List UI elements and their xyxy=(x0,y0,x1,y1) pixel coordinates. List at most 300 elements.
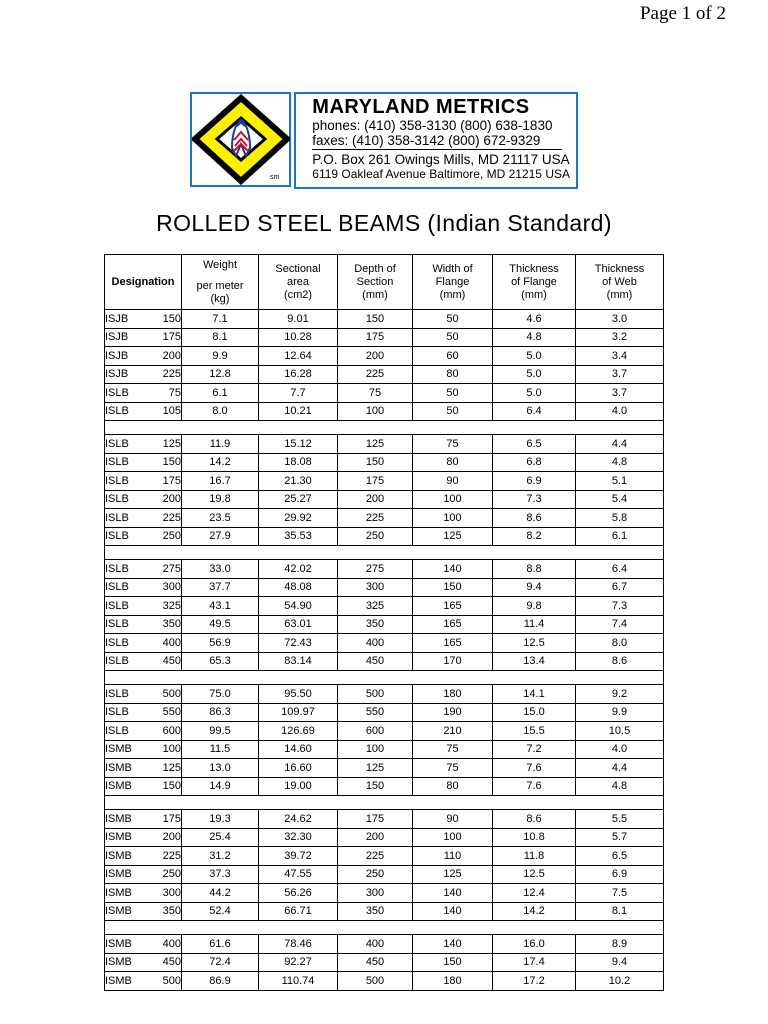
cell-web-thickness: 8.1 xyxy=(576,902,664,921)
cell-web-thickness: 4.4 xyxy=(576,435,664,454)
company-name: MARYLAND METRICS xyxy=(312,96,530,118)
beam-size: 200 xyxy=(162,493,181,506)
cell-area: 14.60 xyxy=(259,740,338,759)
cell-web-thickness: 8.9 xyxy=(576,935,664,954)
cell-flange-width: 150 xyxy=(413,578,493,597)
cell-area: 63.01 xyxy=(259,615,338,634)
beam-size: 200 xyxy=(162,349,181,362)
cell-weight: 72.4 xyxy=(182,953,259,972)
cell-web-thickness: 8.0 xyxy=(576,634,664,653)
cell-web-thickness: 10.2 xyxy=(576,972,664,991)
company-phones: phones: (410) 358-3130 (800) 638-1830 xyxy=(312,118,553,133)
cell-flange-width: 80 xyxy=(413,365,493,384)
cell-flange-thickness: 9.4 xyxy=(493,578,576,597)
document-title: ROLLED STEEL BEAMS (Indian Standard) xyxy=(156,210,612,236)
table-row xyxy=(105,435,664,454)
page-number: Page 1 of 2 xyxy=(639,3,726,24)
cell-depth: 125 xyxy=(338,759,413,778)
steel-beams-table xyxy=(104,254,664,991)
divider xyxy=(312,149,562,150)
cell-web-thickness: 6.5 xyxy=(576,847,664,866)
beam-series: ISLB xyxy=(105,474,129,487)
cell-web-thickness: 5.1 xyxy=(576,472,664,491)
cell-flange-width: 190 xyxy=(413,703,493,722)
cell-flange-thickness: 10.8 xyxy=(493,828,576,847)
beam-series: ISLB xyxy=(105,562,129,575)
cell-weight: 86.3 xyxy=(182,703,259,722)
cell-designation xyxy=(105,828,182,847)
header-line: per meter xyxy=(196,279,244,292)
cell-weight: 75.0 xyxy=(182,685,259,704)
cell-flange-width: 60 xyxy=(413,347,493,366)
beam-size: 225 xyxy=(162,368,181,381)
cell-weight: 37.7 xyxy=(182,578,259,597)
cell-depth: 225 xyxy=(338,847,413,866)
spacer-cell xyxy=(105,671,664,685)
beam-size: 150 xyxy=(162,780,181,793)
cell-web-thickness: 3.2 xyxy=(576,328,664,347)
cell-depth: 150 xyxy=(338,453,413,472)
cell-flange-width: 50 xyxy=(413,328,493,347)
cell-weight: 14.2 xyxy=(182,453,259,472)
beam-size: 100 xyxy=(162,743,181,756)
cell-flange-width: 80 xyxy=(413,777,493,796)
cell-weight: 61.6 xyxy=(182,935,259,954)
beam-size: 175 xyxy=(162,331,181,344)
cell-web-thickness: 5.5 xyxy=(576,810,664,829)
cell-depth: 500 xyxy=(338,972,413,991)
beam-size: 225 xyxy=(162,511,181,524)
cell-web-thickness: 4.8 xyxy=(576,777,664,796)
cell-web-thickness: 6.7 xyxy=(576,578,664,597)
cell-web-thickness: 3.7 xyxy=(576,384,664,403)
cell-flange-width: 165 xyxy=(413,634,493,653)
cell-area: 7.7 xyxy=(259,384,338,403)
cell-depth: 400 xyxy=(338,634,413,653)
cell-depth: 150 xyxy=(338,310,413,329)
cell-designation xyxy=(105,453,182,472)
cell-flange-width: 140 xyxy=(413,902,493,921)
table-row xyxy=(105,847,664,866)
beam-series: ISMB xyxy=(105,761,132,774)
cell-depth: 550 xyxy=(338,703,413,722)
table-row xyxy=(105,578,664,597)
cell-depth: 300 xyxy=(338,578,413,597)
cell-flange-width: 100 xyxy=(413,828,493,847)
cell-flange-width: 140 xyxy=(413,560,493,579)
cell-weight: 56.9 xyxy=(182,634,259,653)
table-row xyxy=(105,365,664,384)
header-line: (mm) xyxy=(521,288,547,301)
header-line: Weight xyxy=(202,258,238,271)
cell-flange-width: 90 xyxy=(413,810,493,829)
cell-area: 126.69 xyxy=(259,722,338,741)
cell-flange-thickness: 17.4 xyxy=(493,953,576,972)
beam-series: ISLB xyxy=(105,493,129,506)
cell-flange-thickness: 6.5 xyxy=(493,435,576,454)
cell-area: 15.12 xyxy=(259,435,338,454)
table-body xyxy=(105,310,664,991)
cell-weight: 27.9 xyxy=(182,527,259,546)
cell-flange-thickness: 17.2 xyxy=(493,972,576,991)
table-row xyxy=(105,453,664,472)
header-weight xyxy=(182,255,259,310)
cell-depth: 175 xyxy=(338,328,413,347)
cell-flange-thickness: 8.8 xyxy=(493,560,576,579)
cell-area: 54.90 xyxy=(259,597,338,616)
cell-flange-width: 100 xyxy=(413,490,493,509)
beam-series: ISLB xyxy=(105,511,129,524)
header-line: (mm) xyxy=(439,288,466,301)
table-row xyxy=(105,884,664,903)
company-info xyxy=(294,92,578,189)
table-row xyxy=(105,560,664,579)
cell-flange-thickness: 8.2 xyxy=(493,527,576,546)
beam-series: ISJB xyxy=(105,331,129,344)
cell-web-thickness: 4.0 xyxy=(576,740,664,759)
cell-area: 110.74 xyxy=(259,972,338,991)
table-row xyxy=(105,935,664,954)
cell-flange-thickness: 8.6 xyxy=(493,509,576,528)
beam-series: ISLB xyxy=(105,405,129,418)
cell-depth: 450 xyxy=(338,652,413,671)
cell-designation xyxy=(105,634,182,653)
beam-size: 450 xyxy=(162,655,181,668)
cell-weight: 11.9 xyxy=(182,435,259,454)
cell-weight: 12.8 xyxy=(182,365,259,384)
header-designation: Designation xyxy=(105,255,182,310)
cell-flange-thickness: 12.4 xyxy=(493,884,576,903)
header-line: (mm) xyxy=(606,288,633,301)
cell-web-thickness: 7.3 xyxy=(576,597,664,616)
header-area xyxy=(259,255,338,310)
cell-depth: 100 xyxy=(338,402,413,421)
cell-depth: 600 xyxy=(338,722,413,741)
cell-weight: 9.9 xyxy=(182,347,259,366)
cell-depth: 350 xyxy=(338,902,413,921)
cell-depth: 75 xyxy=(338,384,413,403)
beam-series: ISMB xyxy=(105,886,132,899)
cell-weight: 43.1 xyxy=(182,597,259,616)
cell-weight: 19.3 xyxy=(182,810,259,829)
cell-web-thickness: 3.7 xyxy=(576,365,664,384)
header-flange-width xyxy=(413,255,493,310)
beam-series: ISJB xyxy=(105,368,129,381)
cell-area: 35.53 xyxy=(259,527,338,546)
cell-depth: 450 xyxy=(338,953,413,972)
cell-depth: 350 xyxy=(338,615,413,634)
beam-series: ISMB xyxy=(105,974,132,987)
cell-designation xyxy=(105,509,182,528)
cell-flange-thickness: 5.0 xyxy=(493,347,576,366)
cell-area: 92.27 xyxy=(259,953,338,972)
cell-depth: 200 xyxy=(338,828,413,847)
cell-weight: 31.2 xyxy=(182,847,259,866)
cell-weight: 99.5 xyxy=(182,722,259,741)
cell-web-thickness: 4.0 xyxy=(576,402,664,421)
cell-depth: 400 xyxy=(338,935,413,954)
beam-size: 75 xyxy=(168,386,181,399)
cell-designation xyxy=(105,740,182,759)
cell-web-thickness: 7.4 xyxy=(576,615,664,634)
cell-flange-width: 50 xyxy=(413,384,493,403)
cell-flange-thickness: 6.8 xyxy=(493,453,576,472)
beam-size: 500 xyxy=(162,974,181,987)
cell-flange-thickness: 5.0 xyxy=(493,384,576,403)
cell-area: 78.46 xyxy=(259,935,338,954)
table-row xyxy=(105,634,664,653)
beam-size: 250 xyxy=(162,868,181,881)
table-row xyxy=(105,972,664,991)
beam-series: ISMB xyxy=(105,743,132,756)
beam-series: ISJB xyxy=(105,349,129,362)
cell-flange-thickness: 5.0 xyxy=(493,365,576,384)
cell-weight: 44.2 xyxy=(182,884,259,903)
letterhead xyxy=(190,92,578,189)
table-row xyxy=(105,509,664,528)
cell-designation xyxy=(105,435,182,454)
beam-series: ISLB xyxy=(105,636,129,649)
cell-web-thickness: 3.0 xyxy=(576,310,664,329)
cell-weight: 11.5 xyxy=(182,740,259,759)
cell-web-thickness: 9.9 xyxy=(576,703,664,722)
cell-area: 16.28 xyxy=(259,365,338,384)
cell-designation xyxy=(105,402,182,421)
cell-flange-width: 80 xyxy=(413,453,493,472)
table-row xyxy=(105,384,664,403)
beam-size: 105 xyxy=(162,405,181,418)
spacer-cell xyxy=(105,796,664,810)
cell-weight: 86.9 xyxy=(182,972,259,991)
cell-flange-thickness: 14.1 xyxy=(493,685,576,704)
cell-weight: 23.5 xyxy=(182,509,259,528)
beam-series: ISLB xyxy=(105,599,129,612)
company-faxes: faxes: (410) 358-3142 (800) 672-9329 xyxy=(312,133,541,148)
cell-weight: 8.0 xyxy=(182,402,259,421)
cell-web-thickness: 5.7 xyxy=(576,828,664,847)
cell-area: 83.14 xyxy=(259,652,338,671)
table-row xyxy=(105,402,664,421)
beam-series: ISLB xyxy=(105,655,129,668)
cell-designation xyxy=(105,560,182,579)
cell-web-thickness: 7.5 xyxy=(576,884,664,903)
cell-flange-width: 140 xyxy=(413,884,493,903)
cell-depth: 200 xyxy=(338,347,413,366)
cell-designation xyxy=(105,310,182,329)
cell-web-thickness: 5.8 xyxy=(576,509,664,528)
cell-weight: 8.1 xyxy=(182,328,259,347)
beam-series: ISLB xyxy=(105,687,129,700)
cell-flange-thickness: 9.8 xyxy=(493,597,576,616)
cell-designation xyxy=(105,847,182,866)
cell-flange-width: 140 xyxy=(413,935,493,954)
header-line: Thickness xyxy=(594,262,645,275)
cell-flange-thickness: 15.5 xyxy=(493,722,576,741)
group-spacer-row xyxy=(105,796,664,810)
cell-designation xyxy=(105,384,182,403)
cell-web-thickness: 9.2 xyxy=(576,685,664,704)
cell-area: 21.30 xyxy=(259,472,338,491)
beam-size: 350 xyxy=(162,905,181,918)
beam-series: ISLB xyxy=(105,618,129,631)
cell-flange-thickness: 7.2 xyxy=(493,740,576,759)
table-row xyxy=(105,310,664,329)
cell-depth: 300 xyxy=(338,884,413,903)
cell-flange-thickness: 4.6 xyxy=(493,310,576,329)
cell-web-thickness: 3.4 xyxy=(576,347,664,366)
cell-area: 72.43 xyxy=(259,634,338,653)
cell-designation xyxy=(105,615,182,634)
cell-designation xyxy=(105,722,182,741)
table-row xyxy=(105,328,664,347)
cell-flange-thickness: 8.6 xyxy=(493,810,576,829)
beam-series: ISLB xyxy=(105,706,129,719)
cell-web-thickness: 6.4 xyxy=(576,560,664,579)
cell-flange-thickness: 12.5 xyxy=(493,634,576,653)
beam-size: 175 xyxy=(162,474,181,487)
cell-flange-thickness: 6.9 xyxy=(493,472,576,491)
cell-designation xyxy=(105,490,182,509)
beam-size: 300 xyxy=(162,886,181,899)
cell-depth: 125 xyxy=(338,435,413,454)
beam-size: 225 xyxy=(162,849,181,862)
beam-series: ISLB xyxy=(105,456,129,469)
cell-web-thickness: 4.4 xyxy=(576,759,664,778)
cell-web-thickness: 6.1 xyxy=(576,527,664,546)
table-row xyxy=(105,490,664,509)
cell-area: 9.01 xyxy=(259,310,338,329)
beam-series: ISLB xyxy=(105,386,129,399)
cell-area: 95.50 xyxy=(259,685,338,704)
group-spacer-row xyxy=(105,546,664,560)
cell-designation xyxy=(105,347,182,366)
cell-flange-thickness: 14.2 xyxy=(493,902,576,921)
cell-flange-width: 50 xyxy=(413,402,493,421)
cell-flange-thickness: 16.0 xyxy=(493,935,576,954)
beam-series: ISLB xyxy=(105,530,129,543)
cell-flange-width: 75 xyxy=(413,435,493,454)
cell-flange-width: 125 xyxy=(413,527,493,546)
table-row xyxy=(105,902,664,921)
header-web-thickness xyxy=(576,255,664,310)
cell-flange-width: 165 xyxy=(413,615,493,634)
beam-size: 175 xyxy=(162,812,181,825)
cell-depth: 275 xyxy=(338,560,413,579)
beam-series: ISMB xyxy=(105,905,132,918)
cell-depth: 225 xyxy=(338,509,413,528)
header-line: Sectional xyxy=(275,262,321,275)
cell-flange-thickness: 13.4 xyxy=(493,652,576,671)
table-row xyxy=(105,703,664,722)
header-line: Section xyxy=(356,275,394,288)
cell-designation xyxy=(105,685,182,704)
beam-size: 600 xyxy=(162,724,181,737)
beam-series: ISMB xyxy=(105,780,132,793)
group-spacer-row xyxy=(105,921,664,935)
cell-weight: 19.8 xyxy=(182,490,259,509)
header-flange-thickness xyxy=(493,255,576,310)
cell-weight: 52.4 xyxy=(182,902,259,921)
cell-depth: 250 xyxy=(338,865,413,884)
beam-size: 150 xyxy=(162,456,181,469)
cell-depth: 225 xyxy=(338,365,413,384)
cell-area: 32.30 xyxy=(259,828,338,847)
beam-series: ISMB xyxy=(105,831,132,844)
cell-area: 25.27 xyxy=(259,490,338,509)
cell-flange-thickness: 11.4 xyxy=(493,615,576,634)
header-line: Depth of xyxy=(354,262,396,275)
cell-designation xyxy=(105,935,182,954)
cell-designation xyxy=(105,703,182,722)
cell-area: 48.08 xyxy=(259,578,338,597)
cell-depth: 200 xyxy=(338,490,413,509)
cell-flange-thickness: 6.4 xyxy=(493,402,576,421)
cell-weight: 65.3 xyxy=(182,652,259,671)
beam-series: ISLB xyxy=(105,581,129,594)
table-row xyxy=(105,953,664,972)
header-depth xyxy=(338,255,413,310)
cell-flange-width: 180 xyxy=(413,685,493,704)
cell-flange-thickness: 12.5 xyxy=(493,865,576,884)
beam-size: 325 xyxy=(162,599,181,612)
beam-size: 150 xyxy=(162,312,181,325)
cell-designation xyxy=(105,953,182,972)
cell-area: 10.21 xyxy=(259,402,338,421)
cell-area: 12.64 xyxy=(259,347,338,366)
cell-flange-thickness: 7.3 xyxy=(493,490,576,509)
cell-web-thickness: 6.9 xyxy=(576,865,664,884)
cell-flange-width: 125 xyxy=(413,865,493,884)
cell-flange-width: 75 xyxy=(413,759,493,778)
cell-area: 19.00 xyxy=(259,777,338,796)
table-row xyxy=(105,652,664,671)
company-street: 6119 Oakleaf Avenue Baltimore, MD 21215 USA xyxy=(312,167,570,181)
header-line: Thickness xyxy=(509,262,559,275)
cell-weight: 13.0 xyxy=(182,759,259,778)
header-line: of Web xyxy=(602,275,637,288)
cell-weight: 49.5 xyxy=(182,615,259,634)
cell-flange-thickness: 11.8 xyxy=(493,847,576,866)
table-row xyxy=(105,740,664,759)
cell-depth: 100 xyxy=(338,740,413,759)
company-logo xyxy=(190,92,291,187)
table-row xyxy=(105,722,664,741)
cell-depth: 150 xyxy=(338,777,413,796)
cell-flange-thickness: 7.6 xyxy=(493,777,576,796)
cell-flange-width: 75 xyxy=(413,740,493,759)
cell-web-thickness: 5.4 xyxy=(576,490,664,509)
cell-web-thickness: 10.5 xyxy=(576,722,664,741)
cell-flange-thickness: 7.6 xyxy=(493,759,576,778)
beam-size: 275 xyxy=(162,562,181,575)
beam-size: 300 xyxy=(162,581,181,594)
beam-series: ISLB xyxy=(105,724,129,737)
beam-size: 125 xyxy=(162,761,181,774)
cell-depth: 325 xyxy=(338,597,413,616)
spacer-cell xyxy=(105,921,664,935)
cell-designation xyxy=(105,328,182,347)
diamond-ribbon-icon xyxy=(192,94,290,185)
table-row xyxy=(105,810,664,829)
header-line: (cm2) xyxy=(283,288,313,301)
beam-series: ISMB xyxy=(105,956,132,969)
cell-area: 66.71 xyxy=(259,902,338,921)
beam-size: 125 xyxy=(162,437,181,450)
company-po-box: P.O. Box 261 Owings Mills, MD 21117 USA xyxy=(312,152,570,167)
beam-size: 250 xyxy=(162,530,181,543)
cell-depth: 175 xyxy=(338,472,413,491)
table-row xyxy=(105,828,664,847)
